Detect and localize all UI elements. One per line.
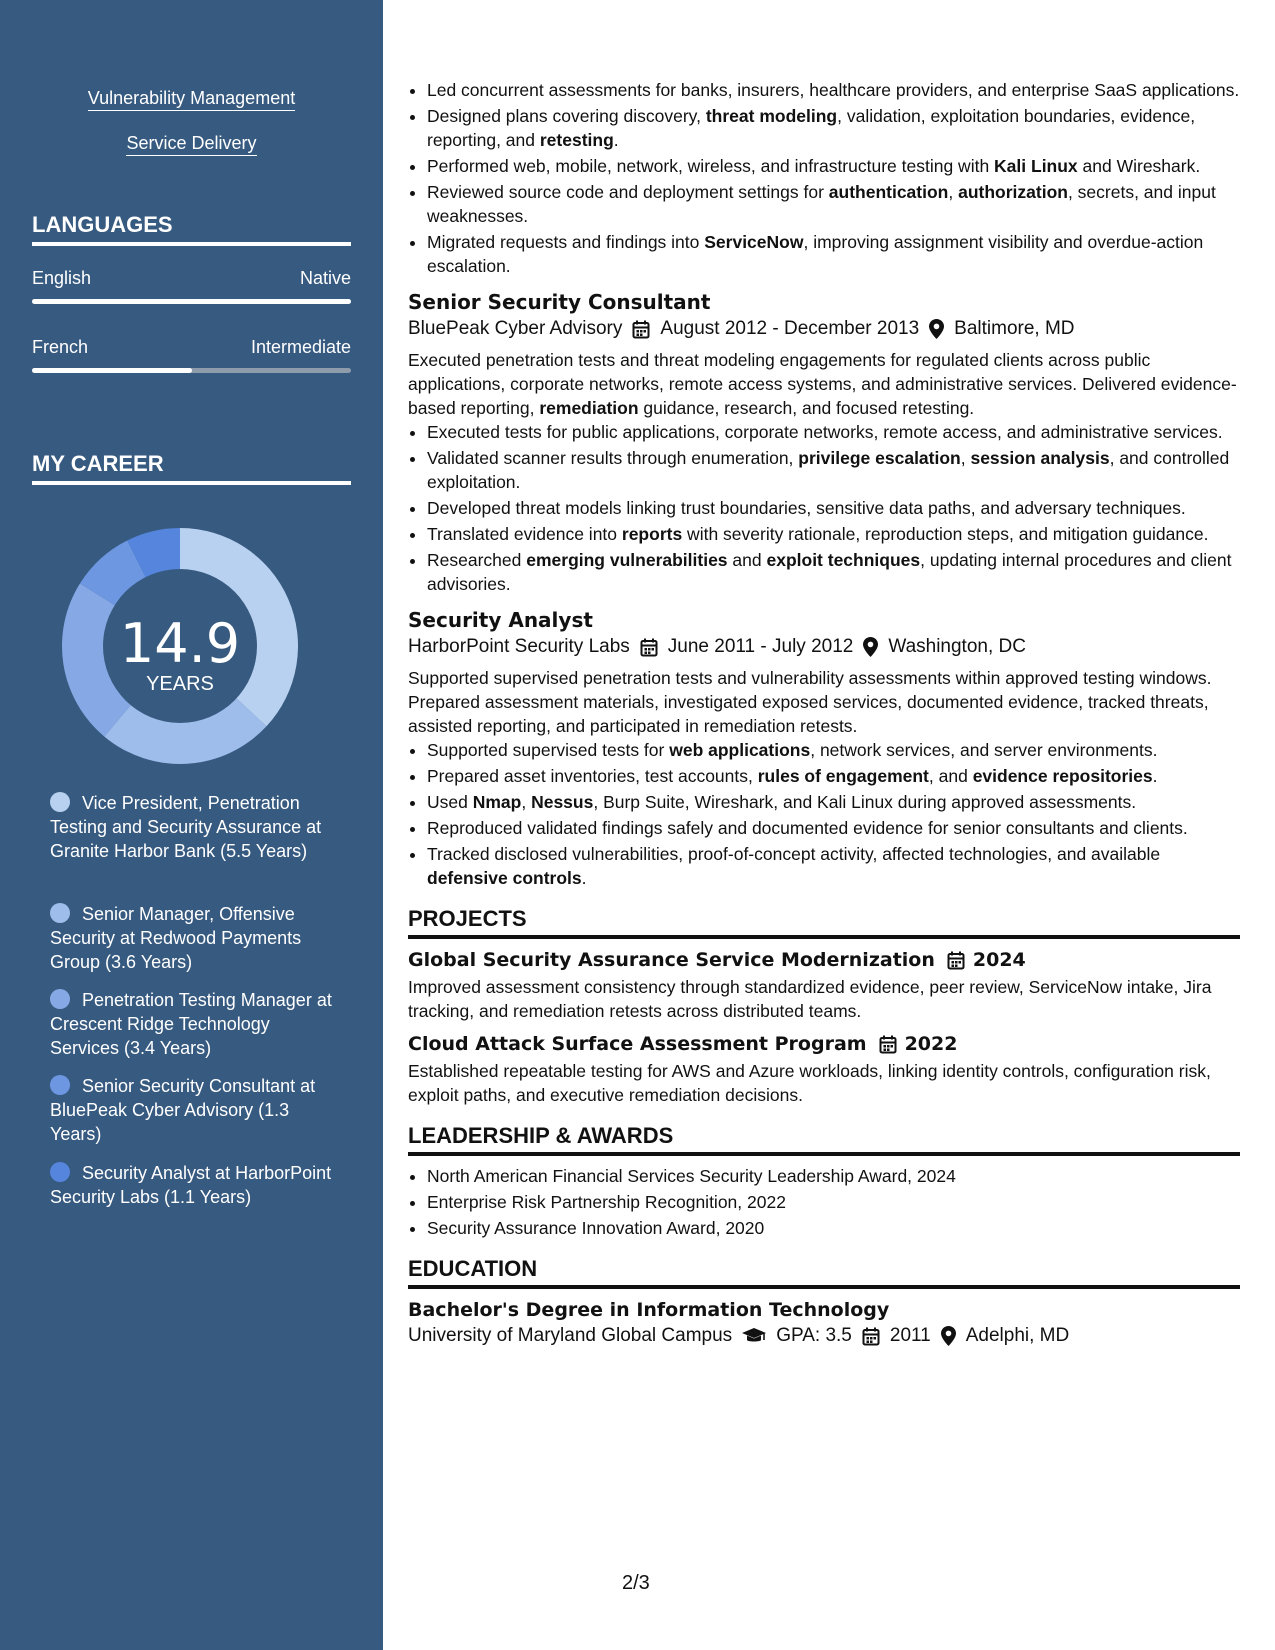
calendar-icon (879, 1035, 897, 1054)
language-english (32, 268, 351, 289)
career-dot-icon (50, 1075, 70, 1095)
education-meta (408, 1325, 1240, 1347)
bullet: • Reproduced validated findings safely and documented evidence for senior consultants and clients. (427, 816, 1240, 840)
job-summary: Supported supervised penetration tests and vulnerability assessments within approved testing windows. Prepared assessment materials, investigated exposed services, documented evidence, tracked threats, assisted reporting, and participated in remediation retests. (408, 668, 1212, 736)
bullet: • Designed plans covering discovery, threat modeling, validation, exploitation boundaries, evidence, reporting, and retesting. (427, 104, 1240, 152)
location-pin-icon (941, 1326, 956, 1346)
project-description: Improved assessment consistency through standardized evidence, peer review, ServiceNow intake, Jira tracking, and remediation retests across distributed teams. (408, 977, 1212, 1021)
page-number: 2/3 (622, 1572, 650, 1594)
project-entry (408, 949, 1240, 1023)
bullet: • Performed web, mobile, network, wireless, and infrastructure testing with Kali Linux and Wireshark. (427, 154, 1240, 178)
language-bar-french (32, 368, 351, 373)
language-name: French (32, 337, 89, 357)
job-summary: Executed penetration tests and threat modeling engagements for regulated clients across public applications, corporate networks, remote access systems, and administrative services. Delivered evidence-based reporting, remediation guidance, research, and focused retesting. (408, 350, 1237, 418)
education-year: 2011 (889, 1325, 931, 1346)
job-title: Senior Security Consultant (408, 290, 711, 314)
job-meta (408, 636, 1240, 658)
bullet: • Used Nmap, Nessus, Burp Suite, Wireshark, and Kali Linux during approved assessments. (427, 790, 1240, 814)
language-bar-fill (32, 299, 351, 304)
main-content (408, 78, 1240, 1347)
sidebar (0, 0, 383, 1650)
bullet: • Supported supervised tests for web applications, network services, and server environments. (427, 738, 1240, 762)
job-entry (408, 608, 1240, 890)
job-dates: June 2011 - July 2012 (667, 636, 854, 657)
language-level: Native (299, 268, 351, 288)
award-item: • North American Financial Services Security Leadership Award, 2024 (427, 1164, 1240, 1188)
career-dot-icon (50, 792, 70, 812)
job-company: HarborPoint Security Labs (408, 636, 630, 657)
career-total: 14.9 (119, 612, 241, 675)
career-item: Senior Security Consultant at BluePeak Cyber Advisory (1.3 Years) (50, 1076, 316, 1144)
bullet: • Executed tests for public applications, corporate networks, remote access, and administrative services. (427, 420, 1240, 444)
career-dot-icon (50, 903, 70, 923)
bullet: • Migrated requests and findings into ServiceNow, improving assignment visibility and overdue-action escalation. (427, 230, 1240, 278)
bullet: • Validated scanner results through enumeration, privilege escalation, session analysis, and controlled exploitation. (427, 446, 1240, 494)
award-item: • Enterprise Risk Partnership Recognition, 2022 (427, 1190, 1240, 1214)
awards-list (408, 1164, 1240, 1240)
language-level: Intermediate (250, 337, 351, 357)
bullet: • Prepared asset inventories, test accounts, rules of engagement, and evidence repositories. (427, 764, 1240, 788)
calendar-icon (632, 320, 650, 339)
projects-heading: PROJECTS (408, 906, 1240, 939)
job-entry (408, 290, 1240, 596)
skill-vulnerability-management[interactable]: Vulnerability Management (0, 88, 383, 109)
job-company: BluePeak Cyber Advisory (408, 318, 623, 339)
education-school: University of Maryland Global Campus (408, 1325, 733, 1346)
experience-bullets (408, 78, 1240, 278)
bullet: • Researched emerging vulnerabilities and exploit techniques, updating internal procedures and client advisories. (427, 548, 1240, 596)
job-meta (408, 318, 1240, 340)
calendar-icon (862, 1327, 880, 1346)
job-title: Security Analyst (408, 608, 593, 632)
career-unit: YEARS (146, 673, 214, 695)
career-dot-icon (50, 989, 70, 1009)
awards-heading: LEADERSHIP & AWARDS (408, 1123, 1240, 1156)
career-item: Penetration Testing Manager at Crescent Ridge Technology Services (3.4 Years) (50, 990, 332, 1058)
project-title-row (408, 949, 1240, 971)
education-gpa: GPA: 3.5 (776, 1325, 852, 1346)
project-entry (408, 1033, 1240, 1107)
education-location: Adelphi, MD (965, 1325, 1070, 1346)
location-pin-icon (929, 319, 944, 339)
bullet: • Developed threat models linking trust boundaries, sensitive data paths, and adversary techniques. (427, 496, 1240, 520)
education-degree: Bachelor's Degree in Information Technology (408, 1299, 890, 1321)
job-location: Washington, DC (888, 636, 1026, 657)
language-french (32, 337, 351, 358)
career-item: Security Analyst at HarborPoint Security Labs (1.1 Years) (50, 1163, 332, 1207)
calendar-icon (640, 638, 658, 657)
graduation-cap-icon (742, 1327, 766, 1345)
career-item: Senior Manager, Offensive Security at Redwood Payments Group (3.6 Years) (50, 904, 302, 972)
education-heading: EDUCATION (408, 1256, 1240, 1289)
bullet: • Tracked disclosed vulnerabilities, proof-of-concept activity, affected technologies, and available defensive controls. (427, 842, 1240, 890)
job-location: Baltimore, MD (954, 318, 1075, 339)
language-name: English (32, 268, 92, 288)
bullet: • Reviewed source code and deployment settings for authentication, authorization, secrets, and input weaknesses. (427, 180, 1240, 228)
job-dates: August 2012 - December 2013 (660, 318, 920, 339)
bullet: • Translated evidence into reports with severity rationale, reproduction steps, and mitigation guidance. (427, 522, 1240, 546)
project-year: 2022 (904, 1033, 958, 1055)
career-donut-chart (62, 528, 298, 764)
project-title-row (408, 1033, 1240, 1055)
career-dot-icon (50, 1162, 70, 1182)
bullet: • Led concurrent assessments for banks, insurers, healthcare providers, and enterprise SaaS applications. (427, 78, 1240, 102)
job-bullets (408, 420, 1240, 596)
language-bar-english (32, 299, 351, 304)
calendar-icon (947, 951, 965, 970)
project-title: Global Security Assurance Service Modernization (408, 949, 935, 971)
location-pin-icon (863, 637, 878, 657)
project-year: 2024 (972, 949, 1026, 971)
project-description: Established repeatable testing for AWS and Azure workloads, linking identity controls, configuration risk, exploit paths, and executive remediation decisions. (408, 1061, 1211, 1105)
skill-service-delivery[interactable]: Service Delivery (0, 133, 383, 154)
career-item: Vice President, Penetration Testing and Security Assurance at Granite Harbor Bank (5.5 Years) (50, 793, 322, 861)
job-bullets (408, 738, 1240, 890)
award-item: • Security Assurance Innovation Award, 2020 (427, 1216, 1240, 1240)
project-title: Cloud Attack Surface Assessment Program (408, 1033, 867, 1055)
career-heading: MY CAREER (32, 451, 351, 485)
languages-heading: LANGUAGES (32, 212, 351, 246)
language-bar-fill (32, 368, 192, 373)
